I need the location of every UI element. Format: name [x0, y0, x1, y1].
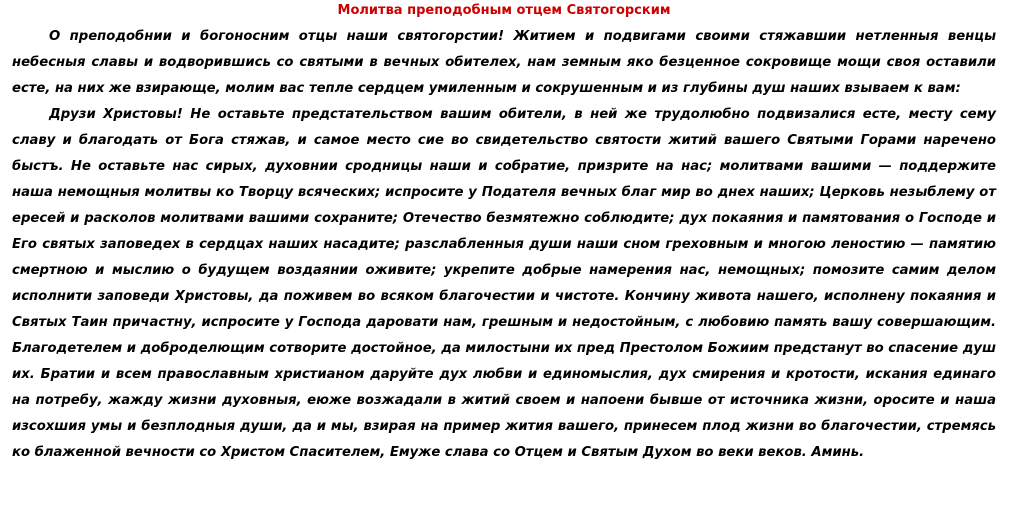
prayer-paragraph-intro: О преподобнии и богоносним отцы наши святогорстии! Житием и подвигами своими стяжавшии нетленныя венцы небесныя славы и водворившись со святыми в вечных обителех, нам земным яко безценное сокровище мощи своя оставили есте, на них же взирающе, молим вас тепле сердцем умиленным и сокрушенным и из глубины душ наших взываем к вам:	[12, 29, 996, 96]
prayer-document	[12, 0, 996, 466]
prayer-paragraph-main: Друзи Христовы! Не оставьте предстательством вашим обители, в ней же трудолюбно подвизалися есте, месту сему славу и благодать от Бога стяжав, и самое место сие во свидетельство святости житий вашего Святыми Горами нареченo быстъ. Не оставьте нас сирых, духовнии сродницы наши и собратие, призрите на нас; молитвами вашими — поддержите наша немощныя молитвы ко Творцу всяческих; испросите у Подателя вечных благ мир во днех наших; Церковь незыблему от ересей и расколов молитвами вашими сохраните; Отечество безмятежно соблюдите; дух покаяния и памятования о Господе и Его святых заповедех в сердцах наших насадите; разслабленныя души наши сном греховным и многою леностию — памятию смертною и мыслию о будущем воздаянии оживите; укрепите добрые намерения нас, немощных; помозите самим делом исполнити заповеди Христовы, да поживем во всяком благочестии и чистоте. Кончину живота нашего, исполнену покаяния и Святых Таин причастну, испросите у Господа даровати нам, грешным и недостойным, с любовию память вашу совершающим. Благодетелем и доброделющим сотворите достойное, да милостыни их пред Престолом Божиим предстанут во спасение душ их. Братии и всем православным христианом даруйте дух любви и единомыслия, дух смирения и кротости, искания единаго на потребу, жажду жизни духовныя, еюже возжадали в житий своем и напоени бывше от источника жизни, оросите и наша изсохшия умы и безплодныя души, да и мы, взирая на пример жития вашего, принесем плод жизни во благочестии, стремясь ко блаженной вечности со Христом Спасителем, Емуже слава со Отцем и Святым Духом во веки веков. Аминь.	[12, 107, 996, 460]
prayer-title: Молитва преподобным отцем Святогорским	[337, 3, 671, 18]
